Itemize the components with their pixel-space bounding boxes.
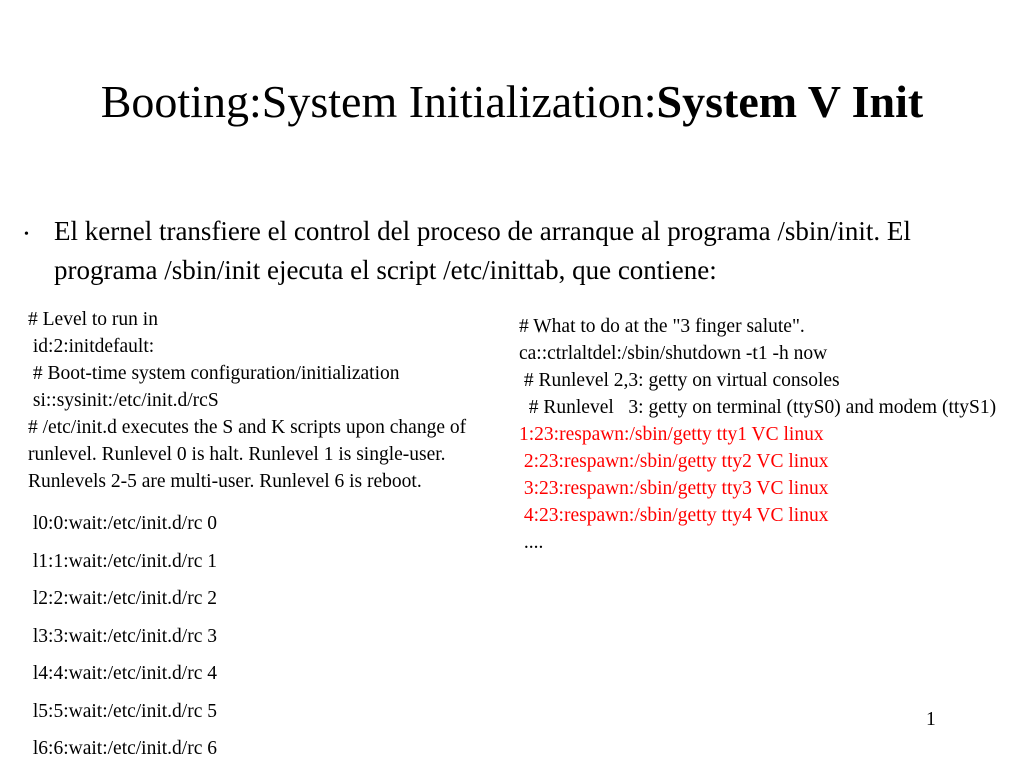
bullet-icon: • (24, 227, 29, 242)
intro-paragraph: El kernel transfiere el control del proceso de arranque al programa /sbin/init. El programa /sbin/init ejecuta el script /etc/inittab, que contiene: (54, 216, 911, 285)
inittab-left-column (28, 306, 510, 768)
rc-line: l0:0:wait:/etc/init.d/rc 0 (28, 513, 218, 534)
runlevel-comment: # /etc/init.d executes the S and K scripts upon change of runlevel. Runlevel 0 is halt. Runlevel 1 is single-user. Runlevels 2-5 are multi-user. Runlevel 6 is reboot. (28, 417, 467, 492)
rc-line: l1:1:wait:/etc/init.d/rc 1 (28, 550, 218, 572)
rc-line: l4:4:wait:/etc/init.d/rc 4 (28, 663, 218, 684)
code-line: # Runlevel 2,3: getty on virtual consoles (519, 370, 840, 391)
getty-line: 4:23:respawn:/sbin/getty tty4 VC linux (519, 505, 829, 526)
code-line: # Level to run in (28, 309, 158, 330)
title-normal-part: Booting:System Initialization: (100, 76, 657, 127)
rc-line: l2:2:wait:/etc/init.d/rc 2 (28, 588, 218, 609)
code-line: si::sysinit:/etc/init.d/rcS (28, 390, 219, 411)
rc-lines-list (28, 505, 510, 768)
title-bold-part: System V Init (656, 76, 924, 127)
code-line: # What to do at the "3 finger salute". (519, 316, 805, 337)
slide-title (60, 75, 964, 129)
page-number: 1 (926, 709, 936, 730)
rc-line: l5:5:wait:/etc/init.d/rc 5 (28, 700, 218, 722)
inittab-right-column (519, 313, 1019, 556)
code-line: # Runlevel 3: getty on terminal (ttyS0) and modem (ttyS1) (519, 397, 997, 418)
rc-line: l6:6:wait:/etc/init.d/rc 6 (28, 738, 218, 759)
rc-line: l3:3:wait:/etc/init.d/rc 3 (28, 625, 218, 647)
getty-line: 3:23:respawn:/sbin/getty tty3 VC linux (519, 478, 829, 499)
code-line: # Boot-time system configuration/initialization (28, 363, 400, 384)
getty-line: 2:23:respawn:/sbin/getty tty2 VC linux (519, 451, 829, 472)
code-line: ca::ctrlaltdel:/sbin/shutdown -t1 -h now (519, 343, 828, 364)
getty-line: 1:23:respawn:/sbin/getty tty1 VC linux (519, 424, 824, 445)
ellipsis-line: .... (519, 532, 544, 553)
code-line: id:2:initdefault: (28, 336, 155, 357)
